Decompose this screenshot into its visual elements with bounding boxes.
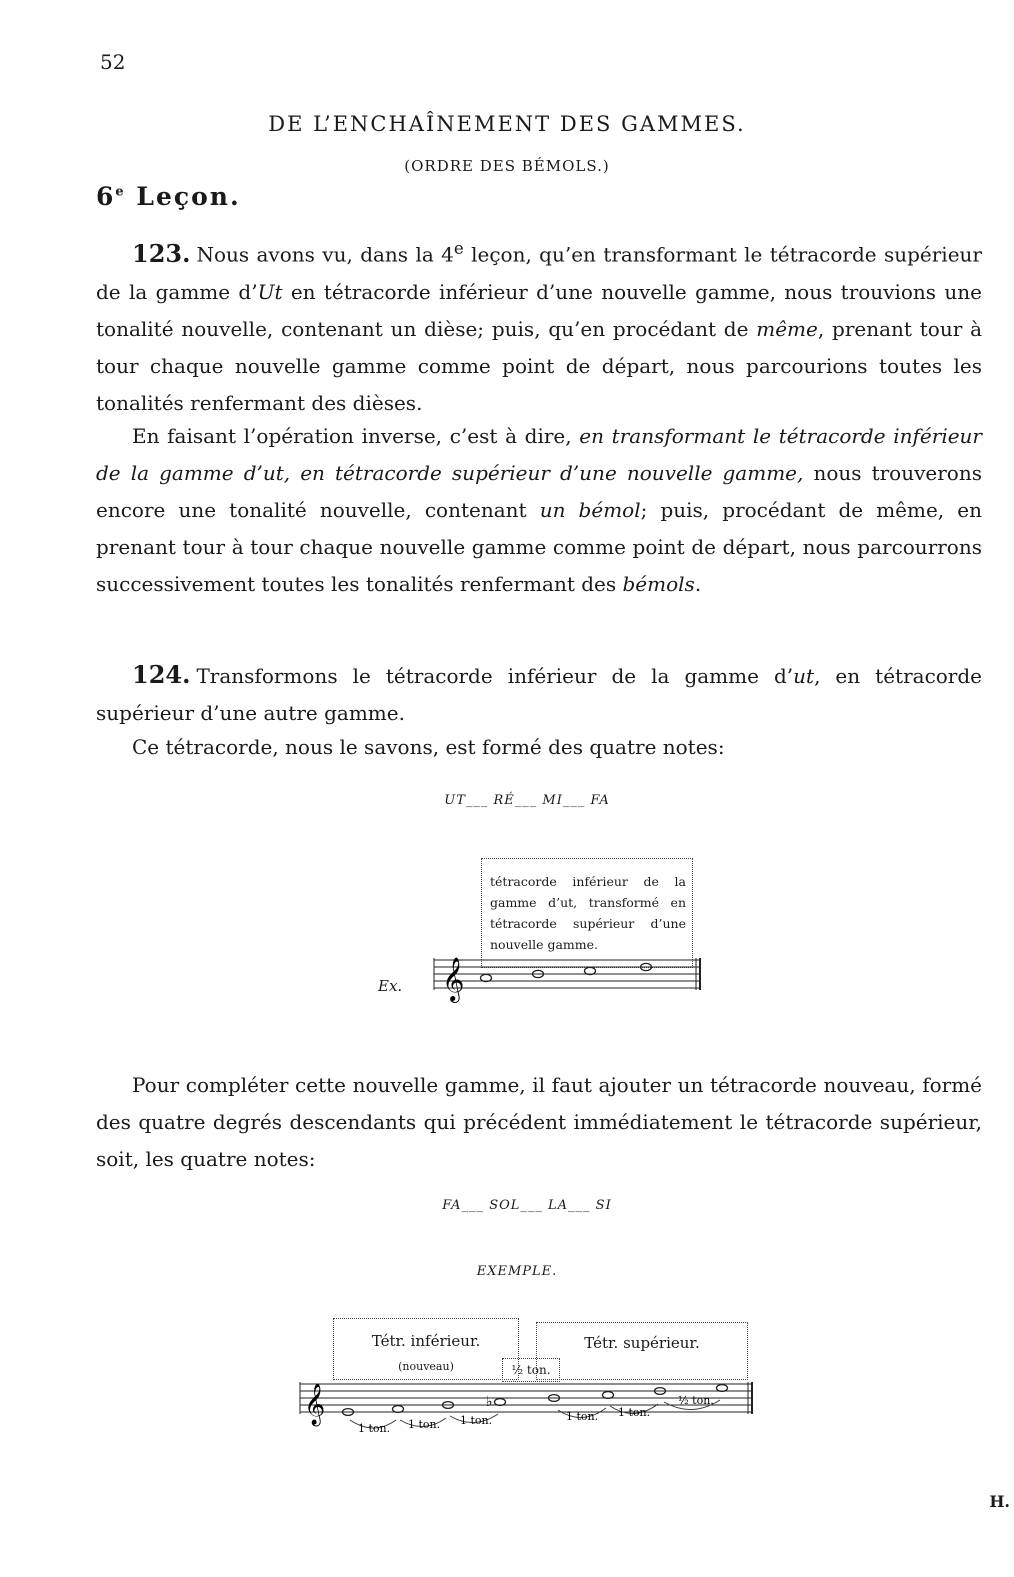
paragraph-124 [96,656,982,732]
lesson-heading [96,182,241,211]
paragraph-number: 124. [132,660,191,689]
page-subtitle: (ORDRE DES BÉMOLS.) [404,157,610,175]
tone-label: 1 ton. [618,1406,651,1419]
text-run: . [694,572,702,596]
paragraph-complete-scale [96,1067,982,1178]
paragraph-four-notes [96,729,982,766]
tone-label: 1 ton. [408,1418,441,1431]
text-italic: Ut [257,279,283,304]
text-run: , en tétracorde supérieur d’une autre gamme. [96,664,983,725]
text-run: en tétracorde inférieur d’une nouvelle gamme, nous trouvions une tonalité nouvelle, contenant un dièse; puis, qu’en procédant de [96,279,982,341]
text-run: Transformons le tétracorde inférieur de la gamme d’ [196,664,794,688]
tone-label: 1 ton. [460,1414,493,1427]
text-run: , prenant tour à tour chaque nouvelle gamme comme point de départ, nous parcourions toutes les tonalités renfermant des dièses. [96,316,982,415]
lower-tetrachord-label: Tétr. inférieur. [371,1332,481,1350]
whole-note-re [603,1392,614,1399]
text-run: Pour compléter cette nouvelle gamme, il faut ajouter un tétracorde nouveau, formé des quatre degrés descendants qui précédent immédiatement le tétracorde supérieur, soit, les quatre notes: [96,1073,982,1171]
tone-label: 1 ton. [358,1422,391,1435]
page-number: 52 [100,50,126,74]
upper-tetrachord-label: Tétr. supérieur. [584,1334,700,1352]
text-sup: e [453,239,464,258]
text-run: ; puis, procédant de même, en prenant tour à tour chaque nouvelle gamme comme point de départ, nous parcourrons successivement toutes les tonalités renfermant des [96,498,982,596]
lesson-number-sup: e [115,184,126,200]
text-italic: ut [793,664,815,688]
notes-line-fa-sol-la-si: FA___ SOL___ LA___ SI [442,1198,612,1213]
text-italic: en transformant le tétracorde inférieur de la gamme d’ut, en tétracorde supérieur d’une nouvelle gamme, [96,424,982,485]
text-run: leçon, qu’en transformant le tétracorde supérieur de la gamme d’ [96,242,982,304]
page-title: DE L’ENCHAÎNEMENT DES GAMMES. [268,112,746,136]
paragraph-inverse [96,418,982,603]
treble-clef-icon: 𝄞 [304,1384,326,1425]
treble-clef-icon: 𝄞 [442,957,465,1001]
whole-note-sol [393,1406,404,1413]
paragraph-123 [96,230,982,422]
example-label-ex: Ex. [378,977,403,995]
tone-label: ½ ton. [678,1394,714,1407]
whole-note-fa-high [717,1385,728,1392]
staff-example-2 [296,1378,758,1440]
lesson-number: 6 [96,182,116,211]
lesson-word: Leçon. [136,182,241,211]
text-italic: bémols [622,572,695,596]
notes-line-ut-re-mi-fa: UT___ RÉ___ MI___ FA [444,793,610,808]
text-italic: même [756,316,818,341]
edge-mark: H. [989,1492,1010,1511]
tone-label: 1 ton. [566,1410,599,1423]
whole-note-si-flat [495,1399,506,1406]
text-run: En faisant l’opération inverse, c’est à dire, [132,424,580,448]
text-run: Nous avons vu, dans la 4 [196,242,454,267]
tetracorde-note-box: tétracorde inférieur de la gamme d’ut, transformé en tétracorde supérieur d’une nouvelle gamme. [481,858,693,968]
half-tone-box: ½ ton. [502,1358,560,1382]
flat-icon: ♭ [486,1394,493,1410]
paragraph-number: 123. [132,238,191,268]
text-run: Ce tétracorde, nous le savons, est formé des quatre notes: [132,735,725,759]
text-run: nous trouverons encore une tonalité nouvelle, contenant [96,461,982,522]
staff-example-1 [430,950,710,1008]
example-heading: EXEMPLE. [476,1264,558,1279]
lower-tetrachord-sub: (nouveau) [398,1360,454,1373]
text-italic: un bémol [539,498,641,522]
